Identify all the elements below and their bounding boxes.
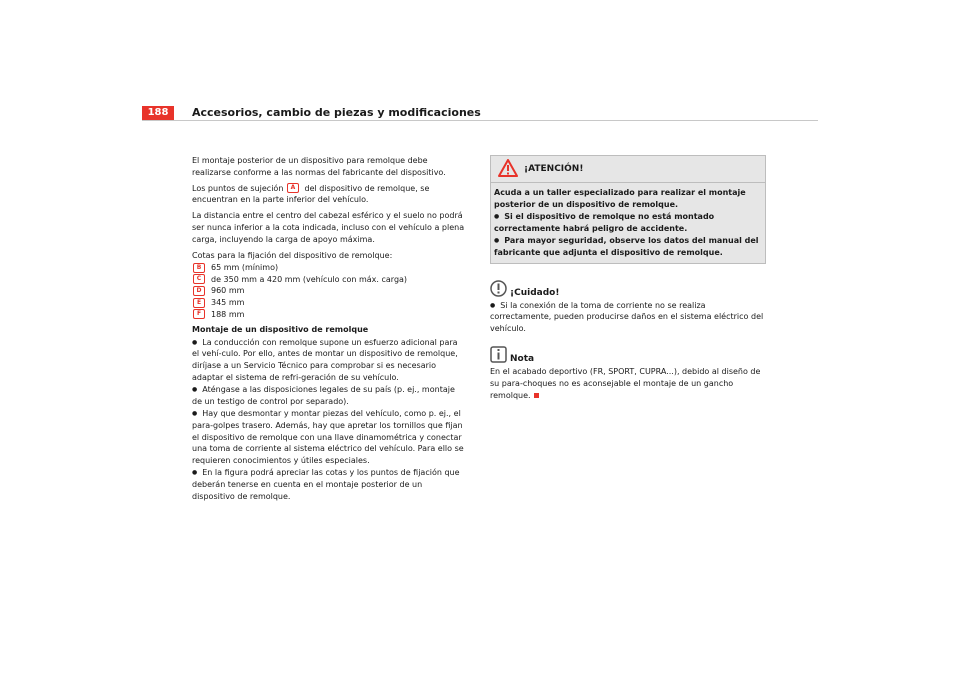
end-of-section-marker — [534, 393, 539, 398]
note-icon — [490, 346, 508, 363]
bullet-item: ● La conducción con remolque supone un esfuerzo adicional para el vehí-culo. Por ello, antes de montar un dispositivo de remolque, diríjase a un Servicio Técnico para comprobar si es necesario adaptar el sistema de refri-geración de su vehículo. — [192, 337, 467, 383]
right-column — [490, 155, 766, 406]
callout-c-badge: C — [193, 274, 205, 284]
bullet-item: ● Aténgase a las disposiciones legales de su país (p. ej., montaje de un testigo de control por separado). — [192, 384, 467, 407]
caution-title: ¡Cuidado! — [510, 287, 560, 298]
callout-f-badge: F — [193, 309, 205, 319]
distance-paragraph: La distancia entre el centro del cabezal esférico y el suelo no podrá ser nunca inferior a la cota indicada, incluso con el vehículo a plena carga, incluyendo la carga de apoyo máxima. — [192, 211, 465, 244]
left-column — [192, 155, 467, 507]
caution-heading — [490, 280, 766, 300]
warning-box — [490, 155, 766, 264]
caution-icon — [490, 280, 507, 297]
fixing-points-paragraph — [192, 183, 467, 206]
dimension-value: 188 mm — [211, 309, 245, 319]
header-divider — [142, 120, 818, 121]
fixing-points-text-after: del dispositivo de remolque, se encuentran en la parte inferior del vehículo. — [192, 183, 430, 205]
note-heading — [490, 346, 766, 366]
note-title: Nota — [510, 354, 535, 365]
note-text-wrap — [490, 366, 766, 401]
dimension-row — [192, 285, 467, 297]
dimension-row — [192, 262, 467, 274]
dimensions-heading: Cotas para la fijación del dispositivo de remolque: — [192, 250, 393, 260]
callout-e-badge: E — [193, 298, 205, 308]
dimension-row — [192, 297, 467, 309]
bullet-item: ● En la figura podrá apreciar las cotas y los puntos de fijación que deberán tenerse en cuenta en el montaje posterior de un dispositivo de remolque. — [192, 467, 467, 502]
warning-intro: Acuda a un taller especializado para realizar el montaje posterior de un dispositivo de remolque. — [494, 188, 746, 209]
page-title: Accesorios, cambio de piezas y modificaciones — [192, 106, 481, 119]
intro-paragraph: El montaje posterior de un dispositivo para remolque debe realizarse conforme a las normas del fabricante del dispositivo. — [192, 156, 446, 177]
dimension-value: 345 mm — [211, 298, 245, 308]
warning-title: ¡ATENCIÓN! — [524, 164, 584, 174]
dimension-value: de 350 mm a 420 mm (vehículo con máx. carga) — [211, 274, 408, 284]
dimension-value: 960 mm — [211, 286, 245, 296]
caution-bullet: ● Si la conexión de la toma de corriente no se realiza correctamente, pueden producirse daños en el sistema eléctrico del vehículo. — [490, 300, 766, 335]
fixing-points-text-before: Los puntos de sujeción — [192, 183, 284, 193]
bullet-item: ● Hay que desmontar y montar piezas del vehículo, como p. ej., el para-golpes trasero. Además, hay que apretar los tornillos que fijan el dispositivo de remolque con una llave dinamométrica y conectar una toma de corriente al sistema eléctrico del vehículo. Para ello se requieren conocimientos y útiles especiales. — [192, 408, 467, 466]
warning-bullet: ● Para mayor seguridad, observe los datos del manual del fabricante que adjunta el dispositivo de remolque. — [494, 235, 762, 258]
callout-d-badge: D — [193, 286, 205, 296]
page-number: 188 — [142, 106, 174, 120]
callout-b-badge: B — [193, 263, 205, 273]
warning-header — [491, 156, 765, 183]
dimension-value: 65 mm (mínimo) — [211, 263, 279, 273]
section-title: Montaje de un dispositivo de remolque — [192, 325, 369, 335]
warning-bullet: ● Si el dispositivo de remolque no está montado correctamente habrá peligro de accidente. — [494, 211, 762, 234]
warning-triangle-icon — [498, 159, 518, 177]
dimension-row — [192, 309, 467, 321]
callout-a-badge: A — [287, 183, 299, 193]
dimension-row — [192, 274, 467, 286]
note-text: En el acabado deportivo (FR, SPORT, CUPRA...), debido al diseño de su para-choques no es aconsejable el montaje de un gancho remolque. — [490, 367, 761, 400]
